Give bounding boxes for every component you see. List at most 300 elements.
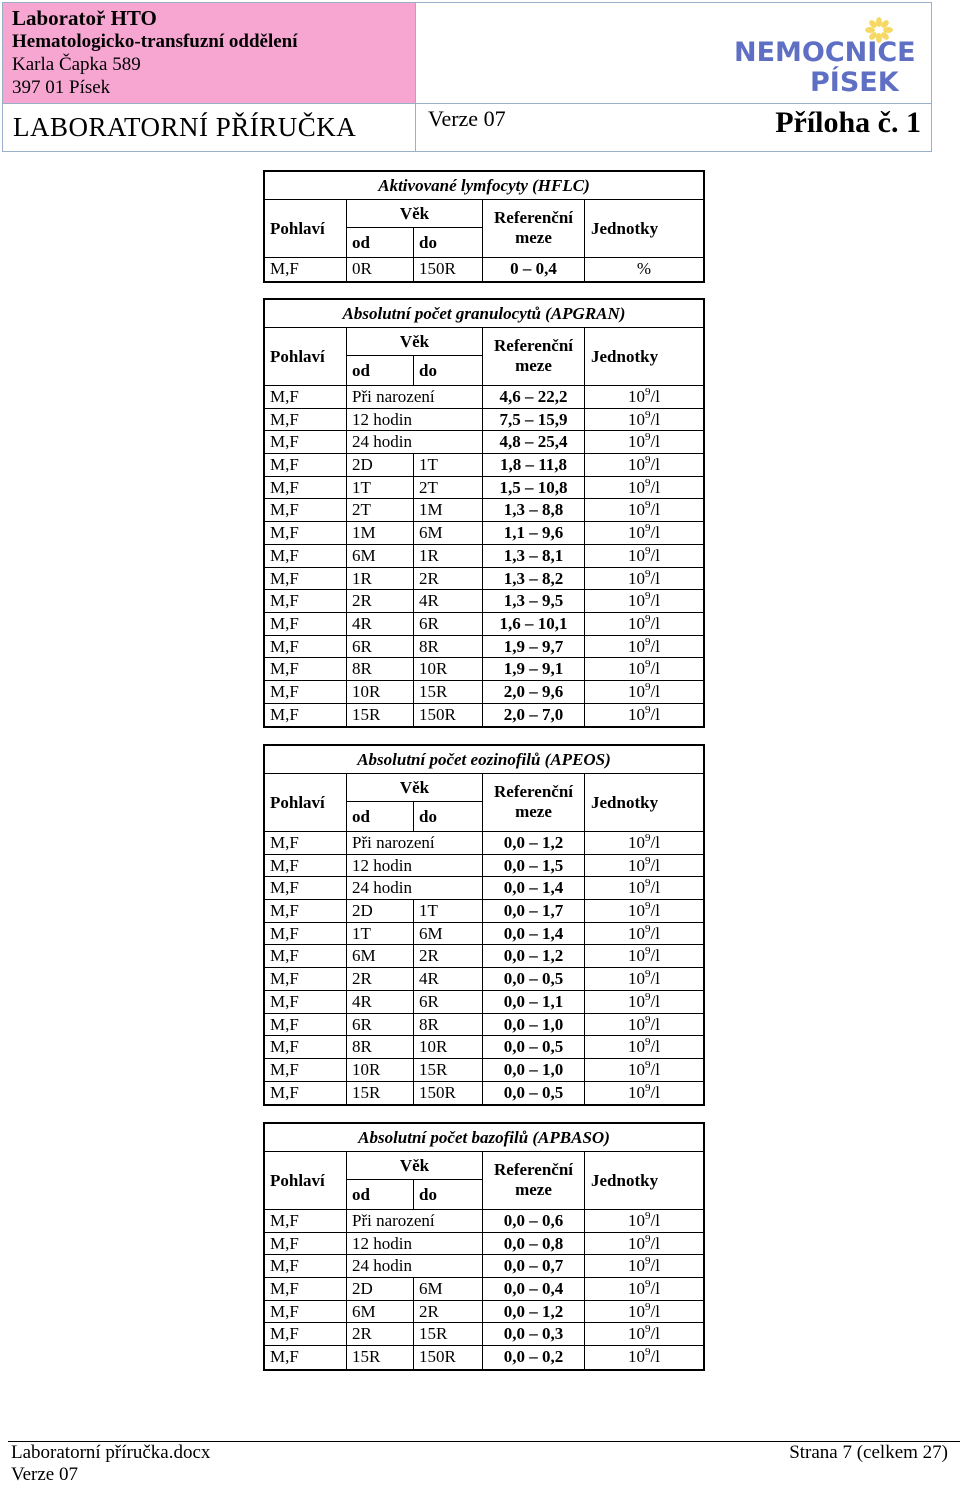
cell-age-from: 24 hodin: [347, 1255, 483, 1277]
unit-suffix: /l: [650, 878, 660, 898]
cell-reference: 2,0 – 9,6: [483, 681, 585, 703]
cell-sex: M,F: [265, 900, 347, 922]
unit-suffix: /l: [650, 681, 660, 701]
unit-base: 10: [628, 591, 646, 611]
table-header: [265, 1152, 703, 1210]
unit-base: 10: [628, 1301, 646, 1321]
cell-age-from: 2R: [347, 968, 414, 990]
unit-exponent: 9: [645, 612, 651, 625]
header-from: od: [347, 356, 414, 385]
cell-reference: 1,3 – 8,1: [483, 545, 585, 567]
table-row: [265, 409, 703, 432]
unit-suffix: /l: [650, 387, 660, 406]
unit-suffix: /l: [650, 1037, 660, 1057]
cell-reference: 0,0 – 1,0: [483, 1014, 585, 1036]
unit-suffix: /l: [650, 432, 660, 452]
cell-age-from: 10R: [347, 1059, 414, 1081]
logo-cell: [416, 3, 931, 104]
unit-exponent: 9: [645, 1081, 651, 1094]
cell-reference: 0,0 – 0,8: [483, 1233, 585, 1255]
unit-exponent: 9: [645, 922, 651, 935]
table-row: [265, 681, 703, 704]
cell-age-to: 4R: [414, 968, 483, 990]
unit-suffix: /l: [650, 1082, 660, 1102]
table-row: [265, 499, 703, 522]
cell-age-to: 6R: [414, 991, 483, 1013]
cell-reference: 0 – 0,4: [483, 258, 585, 281]
cell-unit: [585, 877, 703, 899]
cell-reference: 0,0 – 0,2: [483, 1346, 585, 1369]
cell-age-to: 1R: [414, 545, 483, 567]
unit-base: 10: [628, 432, 646, 452]
cell-unit: [585, 454, 703, 476]
cell-unit: [585, 945, 703, 967]
cell-age-to: 8R: [414, 1014, 483, 1036]
cell-age-to: 150R: [414, 1082, 483, 1105]
unit-base: 10: [628, 409, 646, 429]
cell-sex: M,F: [265, 431, 347, 453]
footer-page-number: Strana 7 (celkem 27): [789, 1442, 948, 1463]
cell-age-from: 24 hodin: [347, 877, 483, 899]
table-row: [265, 1346, 703, 1369]
table-row: [265, 545, 703, 568]
unit-exponent: 9: [645, 1013, 651, 1026]
unit-suffix: /l: [650, 1059, 660, 1079]
unit-base: 10: [628, 659, 646, 679]
header-sex: Pohlaví: [265, 200, 347, 257]
cell-unit: [585, 636, 703, 658]
cell-sex: M,F: [265, 590, 347, 612]
header-reference: [483, 200, 585, 257]
cell-age-from: 8R: [347, 1036, 414, 1058]
cell-age-to: 2R: [414, 568, 483, 590]
unit-suffix: /l: [650, 1233, 660, 1253]
cell-sex: M,F: [265, 1233, 347, 1255]
cell-unit: [585, 1082, 703, 1105]
table-row: [265, 1323, 703, 1346]
cell-reference: 0,0 – 0,3: [483, 1323, 585, 1345]
cell-reference: 2,0 – 7,0: [483, 704, 585, 727]
cell-age-from: 4R: [347, 613, 414, 635]
unit-base: 10: [628, 477, 646, 497]
cell-age-to: 15R: [414, 681, 483, 703]
cell-age-to: 150R: [414, 1346, 483, 1369]
header-reference-line2: meze: [515, 228, 552, 247]
header-reference: [483, 774, 585, 831]
cell-reference: 1,3 – 8,2: [483, 568, 585, 590]
header-units: Jednotky: [591, 347, 659, 366]
unit-base: 10: [628, 455, 646, 475]
cell-unit: [585, 522, 703, 544]
cell-age-from: 2R: [347, 1323, 414, 1345]
unit-exponent: 9: [645, 703, 651, 716]
cell-reference: 0,0 – 1,4: [483, 923, 585, 945]
cell-age-from: 2R: [347, 590, 414, 612]
cell-age-from: 6R: [347, 636, 414, 658]
cell-unit: [585, 590, 703, 612]
header-sex: Pohlaví: [265, 328, 347, 385]
unit-base: 10: [628, 1082, 646, 1102]
cell-age-from: 1T: [347, 923, 414, 945]
cell-sex: M,F: [265, 409, 347, 431]
table-row: [265, 1301, 703, 1324]
table-header: [265, 200, 703, 258]
cell-age-from: Při narození: [347, 1210, 483, 1232]
cell-unit: [585, 923, 703, 945]
cell-age-from: 6R: [347, 1014, 414, 1036]
table-row: [265, 522, 703, 545]
cell-reference: 4,8 – 25,4: [483, 431, 585, 453]
header-to: do: [414, 228, 483, 257]
header-reference-line1: Referenční: [494, 208, 573, 227]
unit-exponent: 9: [645, 590, 651, 603]
header-from: od: [347, 802, 414, 831]
street-address: Karla Čapka 589: [12, 54, 141, 75]
header-to: do: [414, 1180, 483, 1209]
header-institution-block: [3, 3, 416, 104]
header-age: Věk: [347, 328, 483, 356]
cell-sex: M,F: [265, 991, 347, 1013]
cell-age-from: 15R: [347, 1346, 414, 1369]
cell-age-to: 6M: [414, 522, 483, 544]
cell-age-from: 0R: [347, 258, 414, 281]
cell-sex: M,F: [265, 522, 347, 544]
cell-sex: M,F: [265, 477, 347, 499]
table-row: [265, 636, 703, 659]
cell-reference: 0,0 – 1,2: [483, 832, 585, 854]
cell-sex: M,F: [265, 1323, 347, 1345]
cell-age-to: 2R: [414, 1301, 483, 1323]
unit-exponent: 9: [645, 499, 651, 512]
cell-age-from: 1T: [347, 477, 414, 499]
table-caption: Absolutní počet eozinofilů (APEOS): [265, 746, 703, 774]
unit-suffix: /l: [650, 568, 660, 588]
unit-suffix: /l: [650, 704, 660, 724]
cell-age-from: 2D: [347, 1278, 414, 1300]
unit-exponent: 9: [645, 1346, 651, 1359]
cell-reference: 1,6 – 10,1: [483, 613, 585, 635]
cell-reference: 0,0 – 1,0: [483, 1059, 585, 1081]
unit-exponent: 9: [645, 476, 651, 489]
cell-age-from: 8R: [347, 658, 414, 680]
cell-sex: M,F: [265, 613, 347, 635]
cell-sex: M,F: [265, 923, 347, 945]
cell-age-from: Při narození: [347, 832, 483, 854]
header-from: od: [347, 1180, 414, 1209]
cell-age-to: 15R: [414, 1059, 483, 1081]
cell-reference: 0,0 – 0,5: [483, 1082, 585, 1105]
cell-sex: M,F: [265, 945, 347, 967]
cell-sex: M,F: [265, 454, 347, 476]
cell-reference: 0,0 – 1,7: [483, 900, 585, 922]
unit-base: 10: [628, 1347, 646, 1367]
cell-unit: [585, 386, 703, 408]
logo-text-pisek: PÍSEK: [810, 67, 899, 98]
table-row: [265, 968, 703, 991]
cell-sex: M,F: [265, 877, 347, 899]
footer-version: Verze 07: [11, 1464, 78, 1485]
table-row: [265, 923, 703, 946]
cell-unit: [585, 1210, 703, 1232]
cell-sex: M,F: [265, 1036, 347, 1058]
unit-base: 10: [628, 1059, 646, 1079]
table-row: [265, 1233, 703, 1256]
cell-sex: M,F: [265, 681, 347, 703]
cell-unit: [585, 968, 703, 990]
header-units: Jednotky: [591, 1171, 659, 1190]
cell-reference: 0,0 – 0,7: [483, 1255, 585, 1277]
cell-sex: M,F: [265, 568, 347, 590]
unit-base: 10: [628, 1037, 646, 1057]
cell-age-from: 15R: [347, 704, 414, 727]
cell-sex: M,F: [265, 1278, 347, 1300]
cell-age-to: 1M: [414, 499, 483, 521]
unit-suffix: /l: [650, 901, 660, 921]
header-to: do: [414, 802, 483, 831]
table-row: [265, 1036, 703, 1059]
cell-sex: M,F: [265, 1059, 347, 1081]
unit-exponent: 9: [645, 544, 651, 557]
unit-base: 10: [628, 969, 646, 989]
version-cell: [416, 104, 931, 151]
table-row: [265, 568, 703, 591]
header-sex: Pohlaví: [265, 1152, 347, 1209]
unit-exponent: 9: [645, 1278, 651, 1291]
unit-exponent: 9: [645, 968, 651, 981]
cell-unit: [585, 409, 703, 431]
cell-unit: [585, 1278, 703, 1300]
lab-name: Laboratoř HTO: [12, 6, 157, 30]
hospital-logo: [734, 17, 914, 97]
cell-sex: M,F: [265, 1346, 347, 1369]
unit-base: 10: [628, 545, 646, 565]
unit-base: 10: [628, 991, 646, 1011]
cell-age-from: 24 hodin: [347, 431, 483, 453]
table-row: [265, 945, 703, 968]
cell-unit: [585, 499, 703, 521]
reference-table: [263, 298, 705, 728]
unit-base: 10: [628, 387, 646, 406]
cell-unit: [585, 1255, 703, 1277]
unit-exponent: 9: [645, 990, 651, 1003]
cell-reference: 0,0 – 1,1: [483, 991, 585, 1013]
unit-suffix: /l: [650, 991, 660, 1011]
header-units: Jednotky: [591, 219, 659, 238]
header-age: Věk: [347, 1152, 483, 1180]
cell-sex: M,F: [265, 386, 347, 408]
cell-age-to: 2T: [414, 477, 483, 499]
header-reference-line2: meze: [515, 802, 552, 821]
cell-unit: [585, 1233, 703, 1255]
cell-reference: 0,0 – 0,6: [483, 1210, 585, 1232]
cell-unit: [585, 681, 703, 703]
cell-unit: [585, 658, 703, 680]
cell-sex: M,F: [265, 1255, 347, 1277]
unit-base: 10: [628, 636, 646, 656]
reference-table: [263, 744, 705, 1106]
cell-unit: [585, 613, 703, 635]
cell-unit: [585, 1346, 703, 1369]
unit-exponent: 9: [645, 1036, 651, 1049]
header-reference-line2: meze: [515, 356, 552, 375]
table-row: [265, 991, 703, 1014]
cell-age-to: 2R: [414, 945, 483, 967]
unit-base: 10: [628, 704, 646, 724]
unit-suffix: /l: [650, 1014, 660, 1034]
header-reference: [483, 328, 585, 385]
document-version: Verze 07: [428, 106, 506, 131]
header-reference-line1: Referenční: [494, 336, 573, 355]
footer-filename: Laboratorní příručka.docx: [11, 1442, 211, 1463]
table-row: [265, 1082, 703, 1105]
unit-base: 10: [628, 613, 646, 633]
cell-age-from: 6M: [347, 1301, 414, 1323]
unit-base: 10: [628, 1211, 646, 1230]
table-row: [265, 386, 703, 409]
cell-unit: [585, 900, 703, 922]
unit-suffix: /l: [650, 545, 660, 565]
cell-age-from: 1M: [347, 522, 414, 544]
cell-unit: [585, 1036, 703, 1058]
table-row: [265, 832, 703, 855]
unit-exponent: 9: [645, 408, 651, 421]
cell-age-from: 2D: [347, 900, 414, 922]
cell-unit: [585, 1014, 703, 1036]
cell-reference: 0,0 – 1,2: [483, 1301, 585, 1323]
table-row: [265, 477, 703, 500]
table-caption: Absolutní počet bazofilů (APBASO): [265, 1124, 703, 1152]
cell-reference: 0,0 – 1,4: [483, 877, 585, 899]
unit-exponent: 9: [645, 1323, 651, 1336]
cell-reference: 4,6 – 22,2: [483, 386, 585, 408]
cell-age-from: 10R: [347, 681, 414, 703]
table-row: [265, 590, 703, 613]
unit-suffix: /l: [650, 1279, 660, 1299]
header-reference-line1: Referenční: [494, 782, 573, 801]
cell-sex: M,F: [265, 855, 347, 877]
table-row: [265, 704, 703, 727]
unit-suffix: /l: [650, 636, 660, 656]
unit-exponent: 9: [645, 1232, 651, 1245]
unit-suffix: /l: [650, 1256, 660, 1276]
unit-exponent: 9: [645, 945, 651, 958]
unit-suffix: /l: [650, 477, 660, 497]
cell-age-to: 1T: [414, 454, 483, 476]
cell-sex: M,F: [265, 258, 347, 281]
cell-sex: M,F: [265, 1301, 347, 1323]
unit-suffix: /l: [650, 1347, 660, 1367]
cell-unit: %: [636, 259, 652, 278]
unit-suffix: /l: [650, 1301, 660, 1321]
cell-age-from: 15R: [347, 1082, 414, 1105]
unit-base: 10: [628, 923, 646, 943]
cell-sex: M,F: [265, 968, 347, 990]
cell-age-to: 4R: [414, 590, 483, 612]
unit-exponent: 9: [645, 832, 651, 844]
city-address: 397 01 Písek: [12, 77, 111, 98]
unit-suffix: /l: [650, 833, 660, 852]
cell-reference: 1,5 – 10,8: [483, 477, 585, 499]
unit-base: 10: [628, 1324, 646, 1344]
cell-age-to: 1T: [414, 900, 483, 922]
cell-age-from: 2T: [347, 499, 414, 521]
cell-reference: 0,0 – 1,5: [483, 855, 585, 877]
table-row: [265, 454, 703, 477]
cell-age-to: 6R: [414, 613, 483, 635]
header-reference: [483, 1152, 585, 1209]
unit-exponent: 9: [645, 1210, 651, 1222]
table-row: [265, 1278, 703, 1301]
cell-reference: 1,3 – 9,5: [483, 590, 585, 612]
cell-reference: 1,9 – 9,7: [483, 636, 585, 658]
unit-exponent: 9: [645, 854, 651, 867]
unit-suffix: /l: [650, 923, 660, 943]
unit-suffix: /l: [650, 591, 660, 611]
document-title: LABORATORNÍ PŘÍRUČKA: [13, 112, 357, 142]
cell-reference: 0,0 – 0,5: [483, 968, 585, 990]
table-row: [265, 1255, 703, 1278]
unit-base: 10: [628, 901, 646, 921]
unit-suffix: /l: [650, 1324, 660, 1344]
unit-exponent: 9: [645, 635, 651, 648]
unit-base: 10: [628, 878, 646, 898]
cell-age-to: 10R: [414, 1036, 483, 1058]
cell-unit: [585, 477, 703, 499]
cell-age-to: 8R: [414, 636, 483, 658]
table-row: [265, 1210, 703, 1233]
cell-age-to: 150R: [414, 704, 483, 727]
unit-exponent: 9: [645, 680, 651, 693]
cell-age-from: 6M: [347, 945, 414, 967]
cell-age-to: 10R: [414, 658, 483, 680]
table-row: [265, 258, 703, 281]
unit-exponent: 9: [645, 454, 651, 467]
cell-age-from: 4R: [347, 991, 414, 1013]
document-header: [2, 2, 932, 152]
cell-age-from: Při narození: [347, 386, 483, 408]
table-row: [265, 1059, 703, 1082]
header-age: Věk: [347, 200, 483, 228]
cell-age-from: 12 hodin: [347, 855, 483, 877]
header-units: Jednotky: [591, 793, 659, 812]
unit-suffix: /l: [650, 946, 660, 966]
unit-exponent: 9: [645, 386, 651, 398]
table-row: [265, 877, 703, 900]
unit-suffix: /l: [650, 969, 660, 989]
cell-sex: M,F: [265, 658, 347, 680]
cell-reference: 0,0 – 0,4: [483, 1278, 585, 1300]
table-header: [265, 328, 703, 386]
table-row: [265, 658, 703, 681]
unit-base: 10: [628, 681, 646, 701]
unit-suffix: /l: [650, 855, 660, 875]
reference-table: [263, 170, 705, 283]
cell-age-from: 1R: [347, 568, 414, 590]
cell-sex: M,F: [265, 1210, 347, 1232]
unit-exponent: 9: [645, 1300, 651, 1313]
title-cell: [3, 104, 416, 151]
unit-exponent: 9: [645, 1058, 651, 1071]
cell-sex: M,F: [265, 636, 347, 658]
cell-reference: 7,5 – 15,9: [483, 409, 585, 431]
cell-unit: [585, 855, 703, 877]
cell-unit: [585, 1059, 703, 1081]
unit-exponent: 9: [645, 877, 651, 890]
header-reference-line2: meze: [515, 1180, 552, 1199]
cell-age-from: 12 hodin: [347, 409, 483, 431]
header-age: Věk: [347, 774, 483, 802]
cell-unit: [585, 1301, 703, 1323]
